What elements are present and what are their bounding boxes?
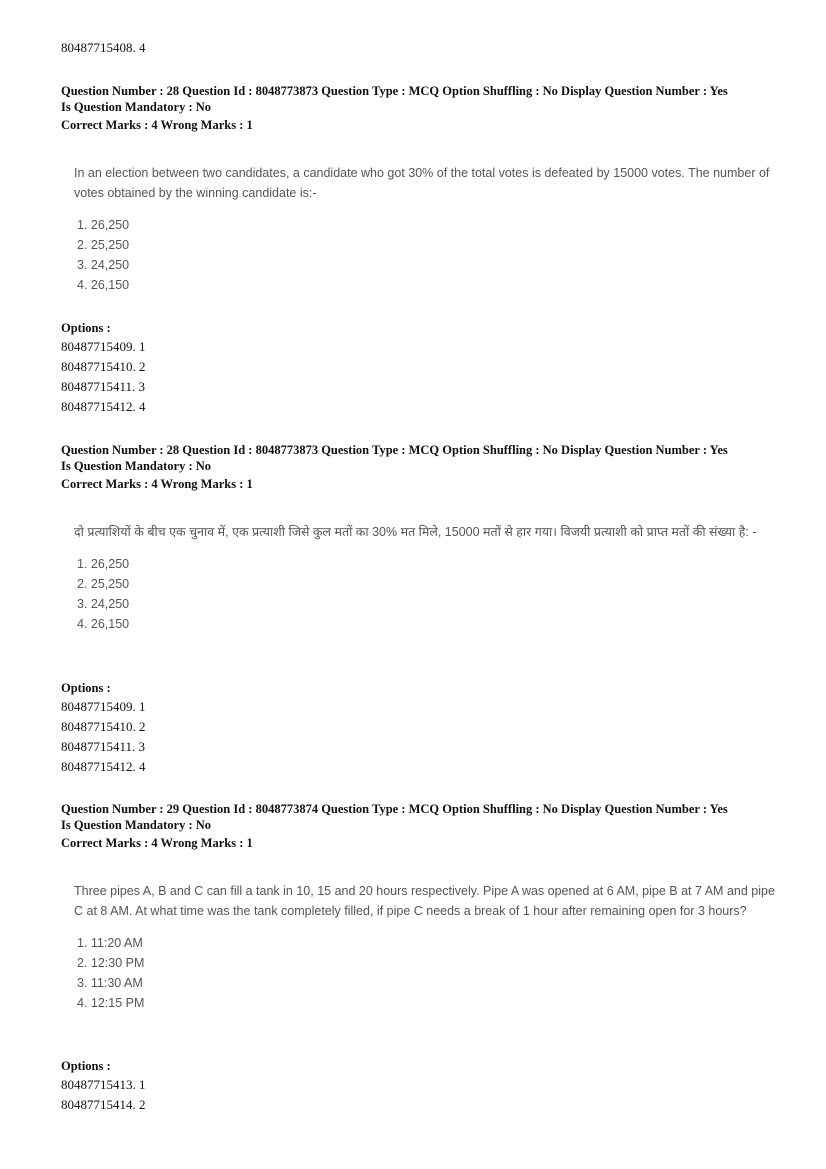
- choice-item: 1. 26,250: [77, 218, 130, 232]
- question-text: In an election between two candidates, a candidate who got 30% of the total votes is defeated by 15000 votes. The number of votes obtained by the winning candidate is:-: [74, 166, 770, 200]
- option-id-line: 80487715413. 1: [61, 1077, 146, 1092]
- choice-item: 2. 12:30 PM: [77, 956, 145, 970]
- question-text: Three pipes A, B and C can fill a tank in 10, 15 and 20 hours respectively. Pipe A was opened at 6 AM, pipe B at 7 AM and pipe C at 8 AM. At what time was the tank completely filled, if pipe C needs a break of 1 hour after remaining open for 3 hours?: [74, 884, 775, 918]
- option-id-line: 80487715411. 3: [61, 379, 146, 394]
- question-marks-line: Correct Marks : 4 Wrong Marks : 1: [61, 118, 253, 132]
- option-id-line: 80487715410. 2: [61, 359, 146, 374]
- option-id-line: 80487715412. 4: [61, 399, 146, 414]
- options-label: Options :: [61, 681, 111, 695]
- question-meta-line: Question Number : 28 Question Id : 8048773873 Question Type : MCQ Option Shuffling : No Display Question Number : Yes: [61, 84, 728, 98]
- option-id-line: 80487715412. 4: [61, 759, 146, 774]
- option-id-line: 80487715411. 3: [61, 739, 146, 754]
- question-text: दो प्रत्याशियों के बीच एक चुनाव में, एक प्रत्याशी जिसे कुल मतों का 30% मत मिले, 15000 मतों से हार गया। विजयी प्रत्याशी को प्राप्त मतों की संख्या है: -: [74, 525, 757, 539]
- option-id-line: 80487715409. 1: [61, 339, 146, 354]
- choice-item: 3. 24,250: [77, 597, 130, 611]
- choice-item: 1. 11:20 AM: [77, 936, 143, 950]
- question-mandatory-line: Is Question Mandatory : No: [61, 818, 212, 832]
- question-mandatory-line: Is Question Mandatory : No: [61, 459, 212, 473]
- question-image: [74, 881, 784, 1013]
- question-meta-line: Question Number : 29 Question Id : 8048773874 Question Type : MCQ Option Shuffling : No Display Question Number : Yes: [61, 802, 728, 816]
- option-id-line: 80487715408. 4: [61, 40, 146, 55]
- option-id-line: 80487715409. 1: [61, 699, 146, 714]
- question-image: [74, 163, 784, 295]
- choice-item: 3. 24,250: [77, 258, 130, 272]
- choice-item: 1. 26,250: [77, 557, 130, 571]
- choice-item: 4. 12:15 PM: [77, 996, 145, 1010]
- question-mandatory-line: Is Question Mandatory : No: [61, 100, 212, 114]
- choice-item: 4. 26,150: [77, 617, 130, 631]
- options-label: Options :: [61, 321, 111, 335]
- choice-list: [77, 215, 784, 295]
- option-id-line: 80487715414. 2: [61, 1097, 146, 1112]
- question-meta-line: Question Number : 28 Question Id : 8048773873 Question Type : MCQ Option Shuffling : No Display Question Number : Yes: [61, 443, 728, 457]
- choice-item: 2. 25,250: [77, 238, 130, 252]
- option-id-line: 80487715410. 2: [61, 719, 146, 734]
- choice-item: 2. 25,250: [77, 577, 130, 591]
- choice-list: [77, 554, 784, 634]
- choice-list: [77, 933, 784, 1013]
- options-label: Options :: [61, 1059, 111, 1073]
- choice-item: 4. 26,150: [77, 278, 130, 292]
- choice-item: 3. 11:30 AM: [77, 976, 143, 990]
- question-marks-line: Correct Marks : 4 Wrong Marks : 1: [61, 836, 253, 850]
- question-marks-line: Correct Marks : 4 Wrong Marks : 1: [61, 477, 253, 491]
- question-image: [74, 522, 784, 634]
